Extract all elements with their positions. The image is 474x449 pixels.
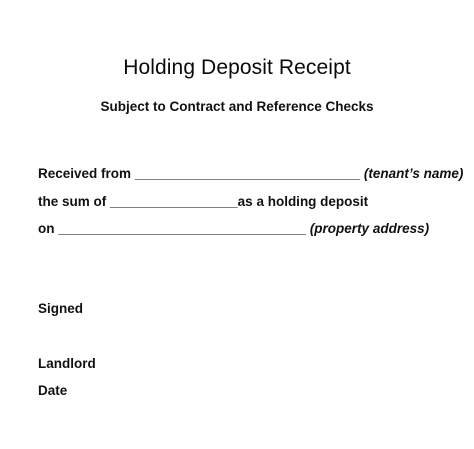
sum-of-label: the sum of: [38, 194, 107, 209]
sum-blank: _________________: [110, 194, 238, 209]
document-title: Holding Deposit Receipt: [123, 56, 351, 79]
signed-label: Signed: [38, 301, 84, 316]
on-label: on: [38, 221, 55, 236]
sum-of-line: [38, 194, 368, 209]
received-from-line: [38, 166, 463, 181]
on-line: [38, 221, 429, 236]
landlord-label: Landlord: [38, 356, 96, 371]
date-label: Date: [38, 383, 68, 398]
tenant-name-blank: ______________________________: [134, 166, 361, 181]
property-address-blank: _________________________________: [58, 221, 307, 236]
property-address-note: (property address): [309, 221, 430, 236]
holding-deposit-suffix: as a holding deposit: [237, 194, 369, 209]
tenant-name-note: (tenant’s name): [363, 166, 464, 181]
document-subtitle: Subject to Contract and Reference Checks: [100, 99, 374, 114]
received-from-label: Received from: [38, 166, 132, 181]
